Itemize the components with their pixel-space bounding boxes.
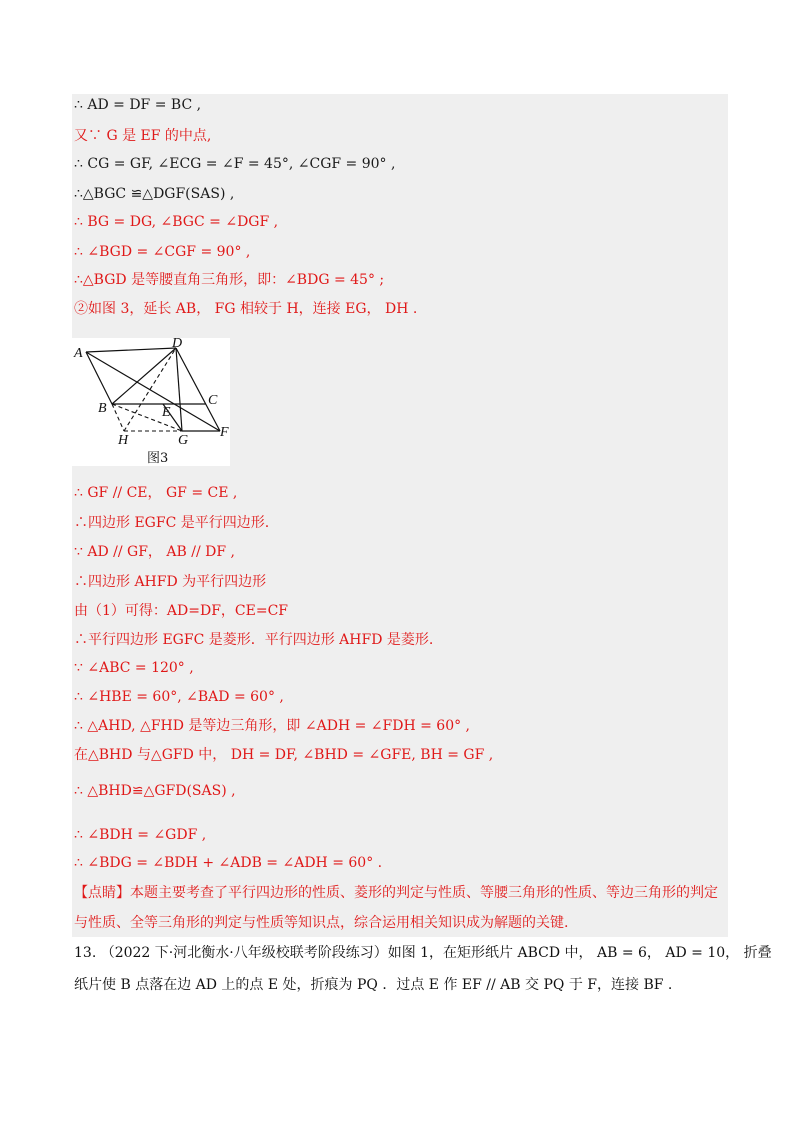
dashed-bg (112, 404, 182, 431)
solution-line-12: ∴四边形 AHFD 为平行四边形 (74, 574, 267, 590)
label-a: A (74, 346, 83, 361)
solution-line-15: ∵ ∠ABC = 120° , (74, 660, 194, 676)
label-d: D (172, 338, 183, 351)
solution-line-20: ∴ ∠BDH = ∠GDF , (74, 827, 207, 843)
label-c: C (208, 393, 218, 408)
label-h: H (118, 433, 129, 448)
key-point-line-2: 与性质、全等三角形的判定与性质等知识点，综合运用相关知识成为解题的关键. (74, 915, 569, 931)
figure-3 (72, 338, 230, 466)
solution-line-4: ∴△BGC ≌△DGF(SAS) , (74, 186, 235, 202)
segment-bd (112, 348, 176, 404)
solution-line-13: 由（1）可得：AD=DF，CE=CF (74, 603, 288, 619)
solution-line-6: ∴ ∠BGD = ∠CGF = 90° , (74, 244, 251, 260)
label-b: B (98, 401, 107, 416)
solution-line-8: ②如图 3，延长 AB， FG 相较于 H，连接 EG， DH . (74, 301, 418, 317)
solution-line-19: ∴ △BHD≌△GFD(SAS) , (74, 783, 236, 799)
solution-line-5: ∴ BG = DG, ∠BGC = ∠DGF , (74, 214, 279, 230)
label-e: E (162, 405, 171, 420)
solution-line-21: ∴ ∠BDG = ∠BDH + ∠ADB = ∠ADH = 60° . (74, 855, 383, 871)
segment-ad (86, 348, 176, 352)
figure-caption: 图3 (147, 451, 169, 466)
solution-line-1: ∴ AD = DF = BC , (74, 97, 202, 113)
solution-line-2: 又∵ G 是 EF 的中点, (74, 128, 212, 144)
key-point-line-1: 【点睛】本题主要考查了平行四边形的性质、菱形的判定与性质、等腰三角形的性质、等边三角形的判定 (74, 885, 718, 901)
segment-dg (176, 348, 182, 431)
question-13-line-2: 纸片使 B 点落在边 AD 上的点 E 处，折痕为 PQ ．过点 E 作 EF // AB 交 PQ 于 F，连接 BF . (74, 977, 673, 993)
solution-line-18: 在△BHD 与△GFD 中， DH = DF, ∠BHD = ∠GFE, BH = GF , (74, 747, 494, 763)
solution-line-9: ∴ GF // CE， GF = CE , (74, 485, 238, 501)
solution-line-11: ∵ AD // GF， AB // DF , (74, 544, 235, 560)
geometry-diagram (72, 338, 230, 466)
label-f: F (220, 425, 229, 440)
solution-line-7: ∴△BGD 是等腰直角三角形，即：∠BDG = 45° ; (74, 272, 385, 288)
solution-line-3: ∴ CG = GF, ∠ECG = ∠F = 45°, ∠CGF = 90° , (74, 156, 396, 172)
solution-line-17: ∴ △AHD, △FHD 是等边三角形，即 ∠ADH = ∠FDH = 60° , (74, 718, 471, 734)
solution-line-14: ∴平行四边形 EGFC 是菱形．平行四边形 AHFD 是菱形. (74, 632, 434, 648)
solution-line-16: ∴ ∠HBE = 60°, ∠BAD = 60° , (74, 689, 284, 705)
question-13-line-1: 13. （2022 下·河北衡水·八年级校联考阶段练习）如图 1，在矩形纸片 ABCD 中， AB = 6， AD = 10， 折叠 (74, 945, 772, 961)
label-g: G (178, 433, 189, 448)
solution-line-10: ∴四边形 EGFC 是平行四边形. (74, 515, 270, 531)
